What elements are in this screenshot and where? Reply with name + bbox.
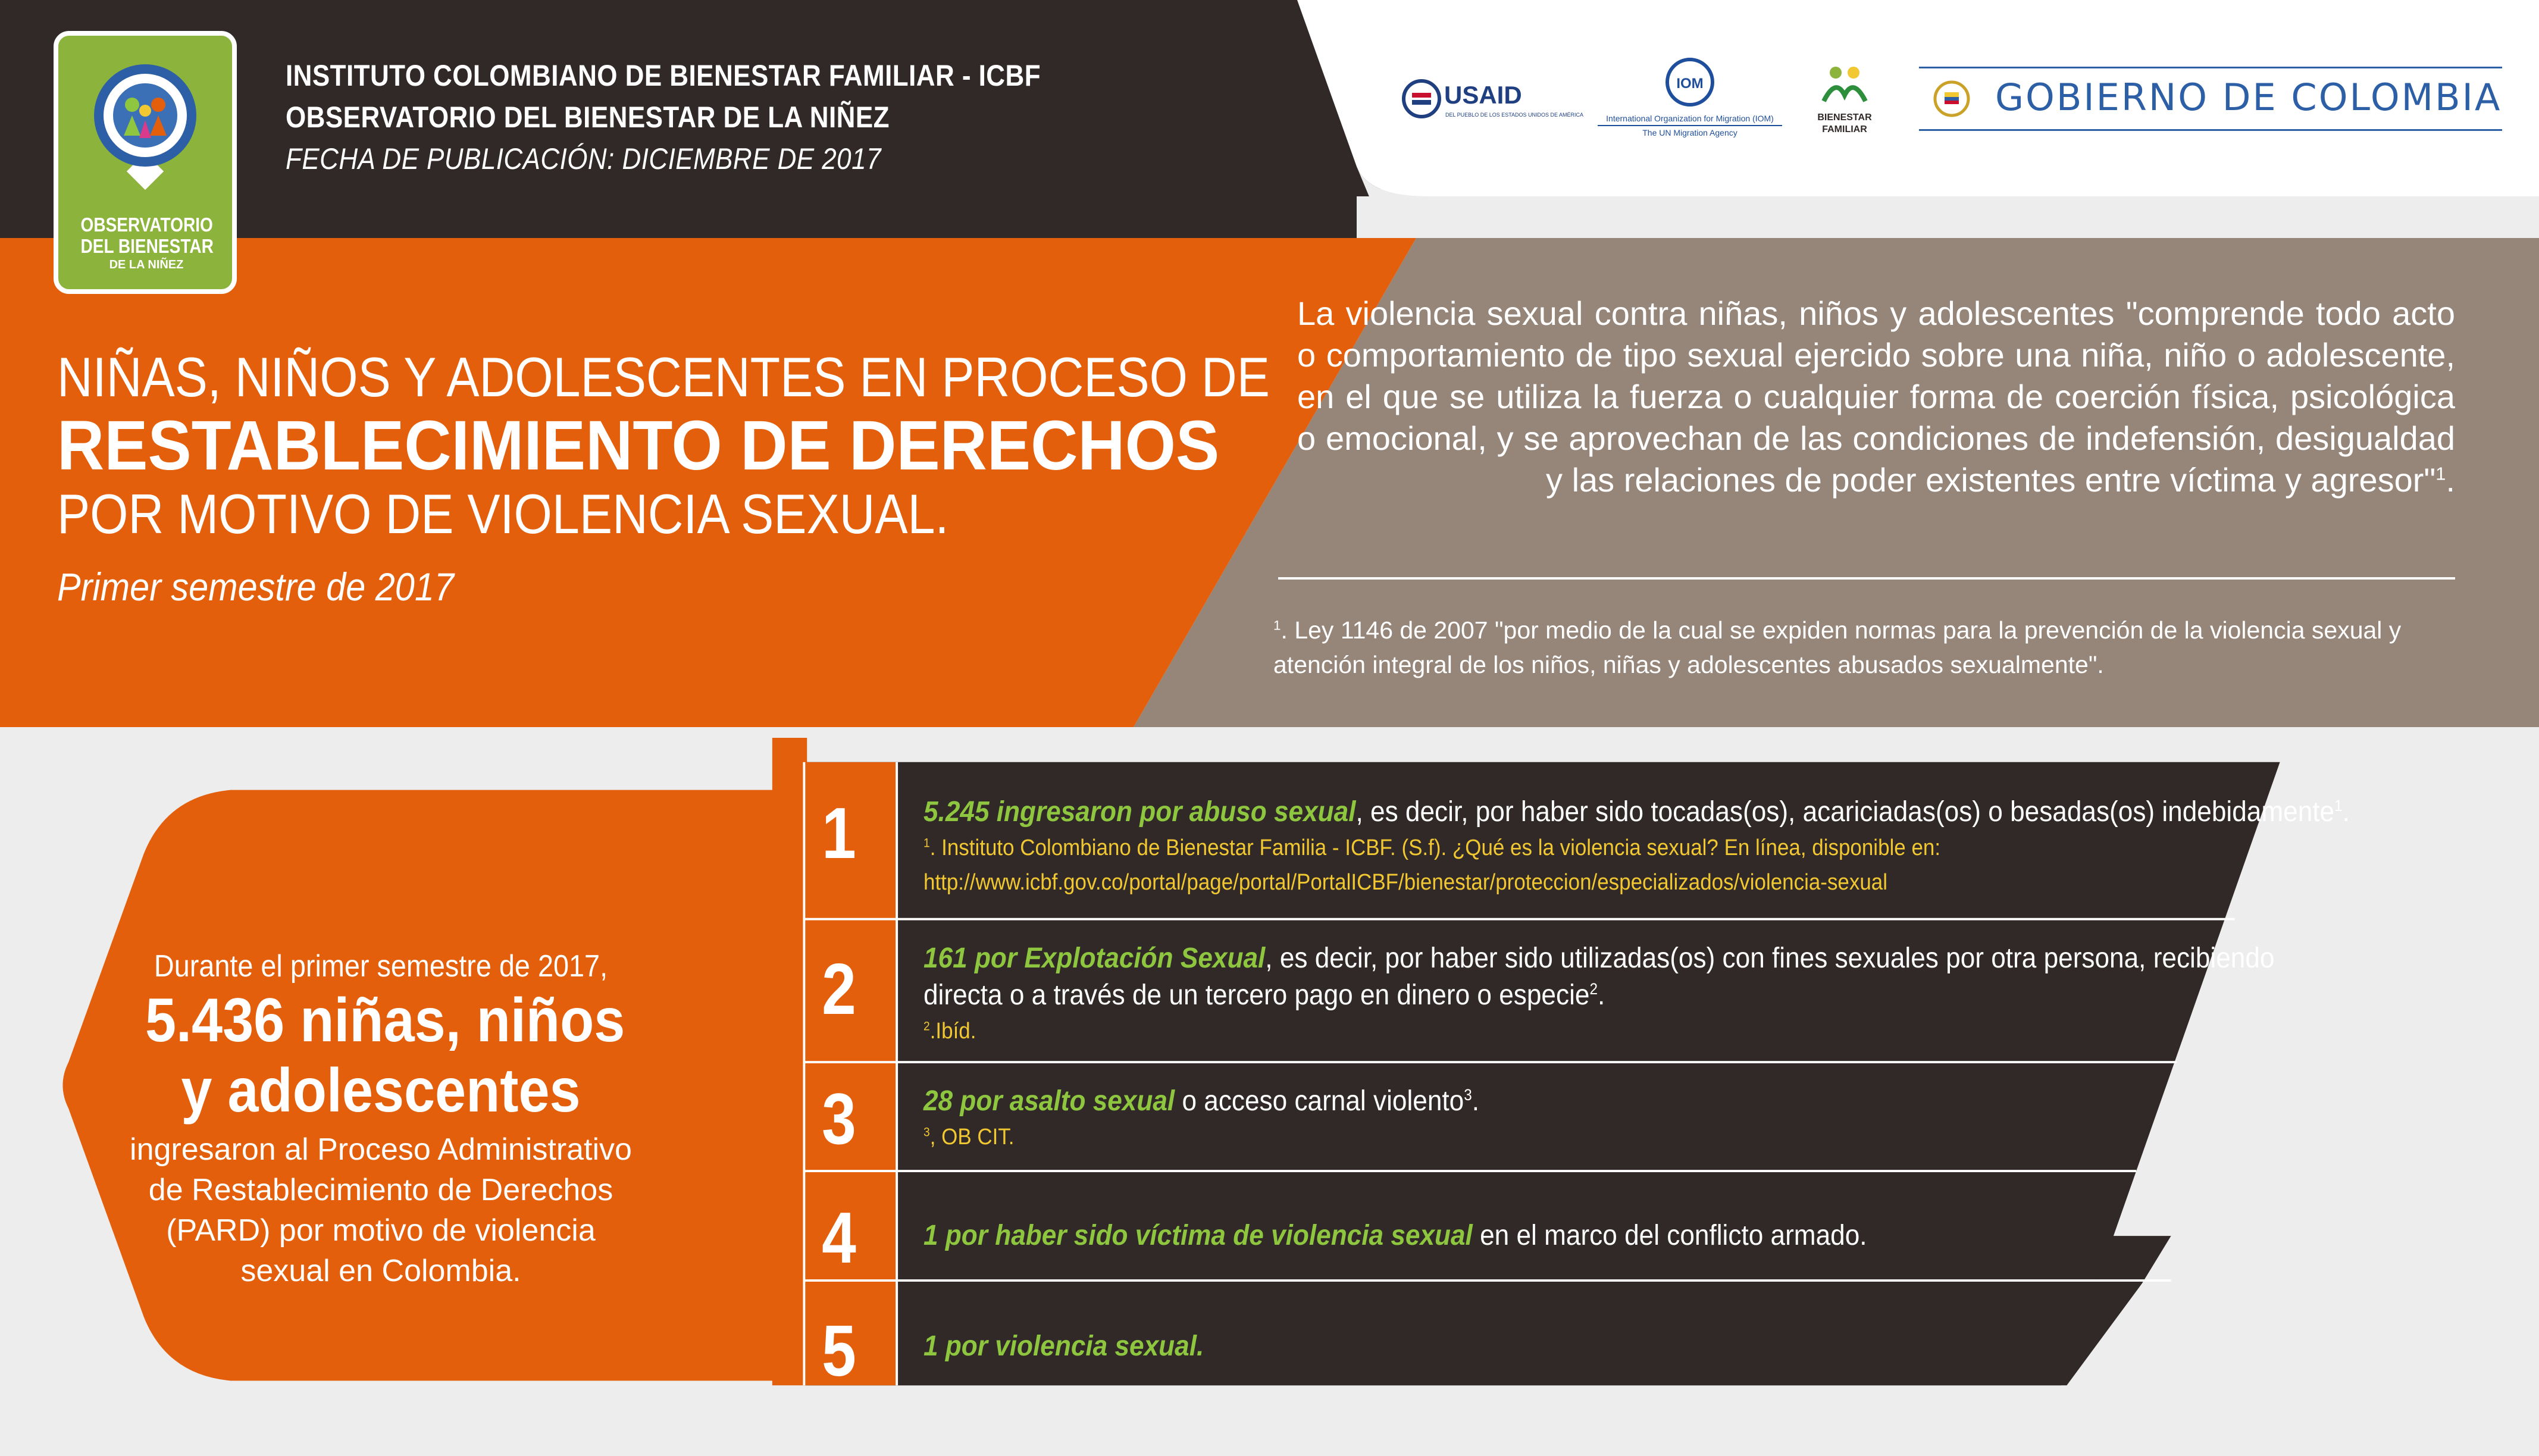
observatorio-location-pin-icon xyxy=(94,64,196,167)
row-text: o acceso carnal violento xyxy=(1175,1085,1464,1117)
iom-tagline: The UN Migration Agency xyxy=(1642,128,1737,137)
row-text-continued: directa o a través de un tercero pago en dinero o especie xyxy=(923,979,1590,1011)
row-text: , es decir, por haber sido utilizadas(os) con fines sexuales por otra persona, recibiendo xyxy=(1265,943,2275,974)
summary-description: ingresaron al Proceso Administrativo de Restablecimiento de Derechos (PARD) por motivo de violencia sexual en Colombia. xyxy=(130,1132,632,1288)
breakdown-row-2: 161 por Explotación Sexual, es decir, por haber sido utilizadas(os) con fines sexuales por otra persona, recibiendo directa o a través de un tercero pago en dinero o especie$^2$. $^2$.Ibíd. xyxy=(923,943,2275,1044)
reference-number: 3 xyxy=(923,1125,930,1139)
header-line-2: OBSERVATORIO DEL BIENESTAR DE LA NIÑEZ xyxy=(286,101,890,134)
title-period: Primer semestre de 2017 xyxy=(57,565,454,609)
child-figure-icon xyxy=(125,98,139,112)
definition-divider xyxy=(1278,577,2455,580)
reference-text: . Instituto Colombiano de Bienestar Familia - ICBF. (S.f). ¿Qué es la violencia sexual? En línea, disponible en: xyxy=(929,835,1941,860)
main-title xyxy=(57,345,1435,610)
footnote-text: . Ley 1146 de 2007 "por medio de la cual se expiden normas para la prevención de la violencia sexual y atención integral de los niños, niñas y adolescentes abusados sexualmente". xyxy=(1273,616,2402,678)
iom-name: International Organization for Migration (IOM) xyxy=(1606,114,1774,123)
row-footnote-mark: 3 xyxy=(1464,1086,1472,1104)
publication-date: FECHA DE PUBLICACIÓN: DICIEMBRE DE 2017 xyxy=(286,142,881,176)
header-line-1: INSTITUTO COLOMBIANO DE BIENESTAR FAMILIAR - ICBF xyxy=(286,59,1041,92)
breakdown-row-1: 5.245 ingresaron por abuso sexual, es decir, por haber sido tocadas(os), acariciadas(os) o besadas(os) indebidamente$^1$. $^1$. Instituto Colombiano de Bienestar Familia - ICBF. (S.f). ¿Qué es la violencia sexual? En línea, disponible en: http://www.icbf.gov.co/portal/page/portal/PortalICBF/bienestar/proteccion/especializados/violencia-sexual xyxy=(923,794,2474,900)
reference-text: , OB CIT. xyxy=(929,1125,1015,1150)
row-highlight: 1 por haber sido víctima de violencia sexual xyxy=(923,1220,1473,1251)
breakdown-row-4 xyxy=(923,1217,1949,1254)
row-highlight: 1 por violencia sexual. xyxy=(923,1330,1204,1362)
usaid-wordmark: USAID xyxy=(1444,81,1522,109)
definition-text: La violencia sexual contra niñas, niños y adolescentes "comprende todo acto o comportamiento de tipo sexual ejercido sobre una niña, niño o adolescente, en el que se utiliza la fuerza o cualquier forma de coerción física, psicológica o emocional, y se aprovechan de las condiciones de indefensión, desigualdad y las relaciones de poder existentes entre víctima y agresor" xyxy=(1297,295,2455,499)
row-highlight: 5.245 ingresaron por abuso sexual xyxy=(923,796,1356,828)
badge-line-1: OBSERVATORIO xyxy=(80,214,213,236)
observatorio-badge xyxy=(54,31,237,294)
row-number: 1 xyxy=(822,793,856,873)
definition-paragraph xyxy=(1297,293,2455,501)
row-number: 4 xyxy=(822,1197,856,1278)
title-line-1: NIÑAS, NIÑOS Y ADOLESCENTES EN PROCESO DE xyxy=(57,346,1270,408)
row-footnote-mark: 1 xyxy=(2334,797,2343,815)
summary-intro: Durante el primer semestre de 2017, xyxy=(154,949,608,984)
reference-text: .Ibíd. xyxy=(929,1019,976,1044)
gobierno-wordmark: GOBIERNO DE COLOMBIA xyxy=(1995,76,2502,119)
definition-footnote xyxy=(1250,613,2455,682)
row-footnote-mark: 2 xyxy=(1589,980,1598,998)
definition-footnote-mark: 1 xyxy=(2435,463,2446,484)
reference-url: http://www.icbf.gov.co/portal/page/portal/PortalICBF/bienestar/proteccion/especializados/violencia-sexual xyxy=(923,870,1888,895)
row-highlight: 161 por Explotación Sexual xyxy=(923,943,1266,974)
title-line-2: RESTABLECIMIENTO DE DERECHOS xyxy=(57,406,1220,485)
badge-line-3: DE LA NIÑEZ xyxy=(109,258,184,271)
bienestar-line-1: BIENESTAR xyxy=(1817,112,1872,123)
badge-text xyxy=(69,214,224,273)
reference-number: 1 xyxy=(923,836,930,850)
summary-block xyxy=(119,947,643,1291)
row-highlight: 28 por asalto sexual xyxy=(923,1085,1175,1117)
breakdown-row-3: 28 por asalto sexual o acceso carnal violento$^3$. $^3$, OB CIT. xyxy=(923,1085,1480,1150)
title-line-3: POR MOTIVO DE VIOLENCIA SEXUAL. xyxy=(57,483,949,545)
usaid-tagline: DEL PUEBLO DE LOS ESTADOS UNIDOS DE AMÉRICA xyxy=(1445,112,1584,118)
bienestar-line-2: FAMILIAR xyxy=(1822,124,1867,134)
summary-total-line-2: y adolescentes xyxy=(181,1056,581,1125)
summary-total-line-1: 5.436 niñas, niños xyxy=(145,986,625,1055)
badge-line-2: DEL BIENESTAR xyxy=(80,235,214,257)
row-number: 3 xyxy=(822,1078,856,1159)
iom-mark: IOM xyxy=(1676,76,1704,92)
row-number: 2 xyxy=(822,948,856,1029)
reference-number: 2 xyxy=(923,1019,930,1034)
row-number: 5 xyxy=(822,1310,856,1391)
row-text: en el marco del conflicto armado. xyxy=(1472,1220,1867,1251)
breakdown-row-5 xyxy=(923,1328,1228,1365)
definition-end: . xyxy=(2446,461,2455,499)
row-text: , es decir, por haber sido tocadas(os), acariciadas(os) o besadas(os) indebidamente xyxy=(1355,796,2335,828)
footnote-number: 1 xyxy=(1273,618,1281,633)
